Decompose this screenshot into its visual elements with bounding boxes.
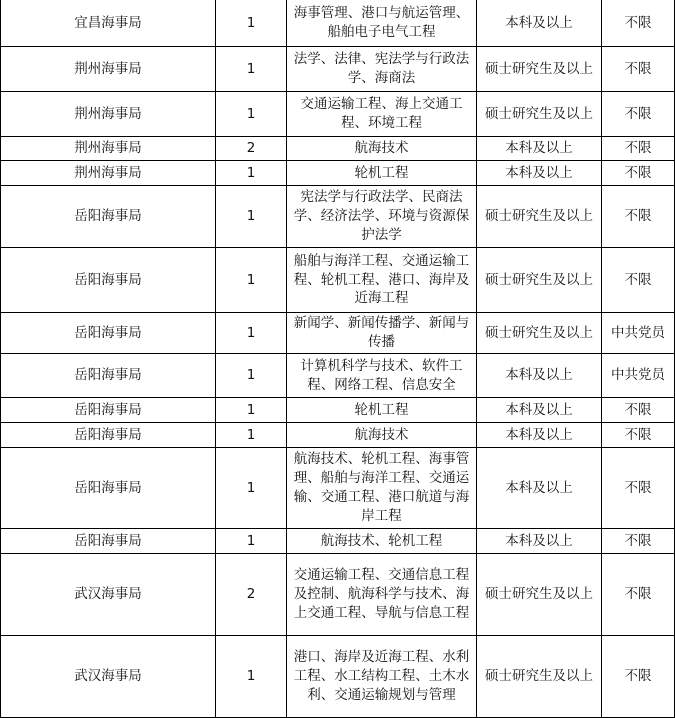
- major-cell: 宪法学与行政法学、民商法学、经济法学、环境与资源保护法学: [287, 186, 477, 248]
- major-cell: 新闻学、新闻传播学、新闻与传播: [287, 313, 477, 354]
- office-cell: 宜昌海事局: [1, 0, 216, 47]
- politics-cell: 不限: [602, 398, 675, 423]
- table-row: [1, 636, 675, 718]
- politics-cell: 不限: [602, 423, 675, 448]
- degree-cell: 硕士研究生及以上: [477, 186, 602, 248]
- table-row: [1, 423, 675, 448]
- major-cell: 海事管理、港口与航运管理、船舶电子电气工程: [287, 0, 477, 47]
- politics-cell: 中共党员: [602, 313, 675, 354]
- politics-cell: 不限: [602, 554, 675, 636]
- count-cell: 1: [216, 186, 287, 248]
- degree-cell: 硕士研究生及以上: [477, 92, 602, 137]
- office-cell: 武汉海事局: [1, 636, 216, 718]
- office-cell: 岳阳海事局: [1, 398, 216, 423]
- degree-cell: 本科及以上: [477, 137, 602, 161]
- politics-cell: 不限: [602, 137, 675, 161]
- major-cell: 轮机工程: [287, 161, 477, 186]
- degree-cell: 本科及以上: [477, 354, 602, 398]
- table-row: [1, 398, 675, 423]
- table-row: [1, 47, 675, 92]
- office-cell: 荆州海事局: [1, 92, 216, 137]
- politics-cell: 不限: [602, 47, 675, 92]
- table-row: [1, 161, 675, 186]
- count-cell: 1: [216, 248, 287, 313]
- count-cell: 1: [216, 161, 287, 186]
- table-row: [1, 448, 675, 529]
- table-row: [1, 137, 675, 161]
- major-cell: 轮机工程: [287, 398, 477, 423]
- table-row: [1, 354, 675, 398]
- politics-cell: 中共党员: [602, 354, 675, 398]
- politics-cell: 不限: [602, 636, 675, 718]
- count-cell: 1: [216, 636, 287, 718]
- degree-cell: 硕士研究生及以上: [477, 554, 602, 636]
- degree-cell: 本科及以上: [477, 161, 602, 186]
- office-cell: 岳阳海事局: [1, 529, 216, 554]
- count-cell: 1: [216, 529, 287, 554]
- major-cell: 船舶与海洋工程、交通运输工程、轮机工程、港口、海岸及近海工程: [287, 248, 477, 313]
- office-cell: 荆州海事局: [1, 161, 216, 186]
- politics-cell: 不限: [602, 161, 675, 186]
- count-cell: 1: [216, 47, 287, 92]
- major-cell: 港口、海岸及近海工程、水利工程、水工结构工程、土木水利、交通运输规划与管理: [287, 636, 477, 718]
- major-cell: 航海技术、轮机工程: [287, 529, 477, 554]
- degree-cell: 硕士研究生及以上: [477, 47, 602, 92]
- count-cell: 1: [216, 313, 287, 354]
- politics-cell: 不限: [602, 0, 675, 47]
- count-cell: 1: [216, 398, 287, 423]
- table-row: [1, 186, 675, 248]
- office-cell: 荆州海事局: [1, 137, 216, 161]
- degree-cell: 本科及以上: [477, 0, 602, 47]
- office-cell: 岳阳海事局: [1, 248, 216, 313]
- office-cell: 岳阳海事局: [1, 186, 216, 248]
- politics-cell: 不限: [602, 448, 675, 529]
- major-cell: 计算机科学与技术、软件工程、网络工程、信息安全: [287, 354, 477, 398]
- politics-cell: 不限: [602, 248, 675, 313]
- table-row: [1, 0, 675, 47]
- degree-cell: 硕士研究生及以上: [477, 313, 602, 354]
- table-row: [1, 92, 675, 137]
- count-cell: 1: [216, 92, 287, 137]
- politics-cell: 不限: [602, 92, 675, 137]
- table-row: [1, 313, 675, 354]
- degree-cell: 硕士研究生及以上: [477, 636, 602, 718]
- count-cell: 1: [216, 448, 287, 529]
- count-cell: 1: [216, 0, 287, 47]
- count-cell: 1: [216, 423, 287, 448]
- degree-cell: 本科及以上: [477, 398, 602, 423]
- major-cell: 交通运输工程、海上交通工程、环境工程: [287, 92, 477, 137]
- office-cell: 岳阳海事局: [1, 423, 216, 448]
- major-cell: 法学、法律、宪法学与行政法学、海商法: [287, 47, 477, 92]
- table-row: [1, 554, 675, 636]
- table-body: [1, 0, 675, 718]
- degree-cell: 本科及以上: [477, 529, 602, 554]
- office-cell: 岳阳海事局: [1, 448, 216, 529]
- degree-cell: 硕士研究生及以上: [477, 248, 602, 313]
- politics-cell: 不限: [602, 186, 675, 248]
- office-cell: 荆州海事局: [1, 47, 216, 92]
- count-cell: 1: [216, 354, 287, 398]
- table-row: [1, 248, 675, 313]
- count-cell: 2: [216, 554, 287, 636]
- office-cell: 岳阳海事局: [1, 313, 216, 354]
- major-cell: 航海技术、轮机工程、海事管理、船舶与海洋工程、交通运输、交通工程、港口航道与海岸工程: [287, 448, 477, 529]
- politics-cell: 不限: [602, 529, 675, 554]
- major-cell: 航海技术: [287, 137, 477, 161]
- degree-cell: 本科及以上: [477, 423, 602, 448]
- office-cell: 岳阳海事局: [1, 354, 216, 398]
- degree-cell: 本科及以上: [477, 448, 602, 529]
- count-cell: 2: [216, 137, 287, 161]
- major-cell: 交通运输工程、交通信息工程及控制、航海科学与技术、海上交通工程、导航与信息工程: [287, 554, 477, 636]
- major-cell: 航海技术: [287, 423, 477, 448]
- office-cell: 武汉海事局: [1, 554, 216, 636]
- table-row: [1, 529, 675, 554]
